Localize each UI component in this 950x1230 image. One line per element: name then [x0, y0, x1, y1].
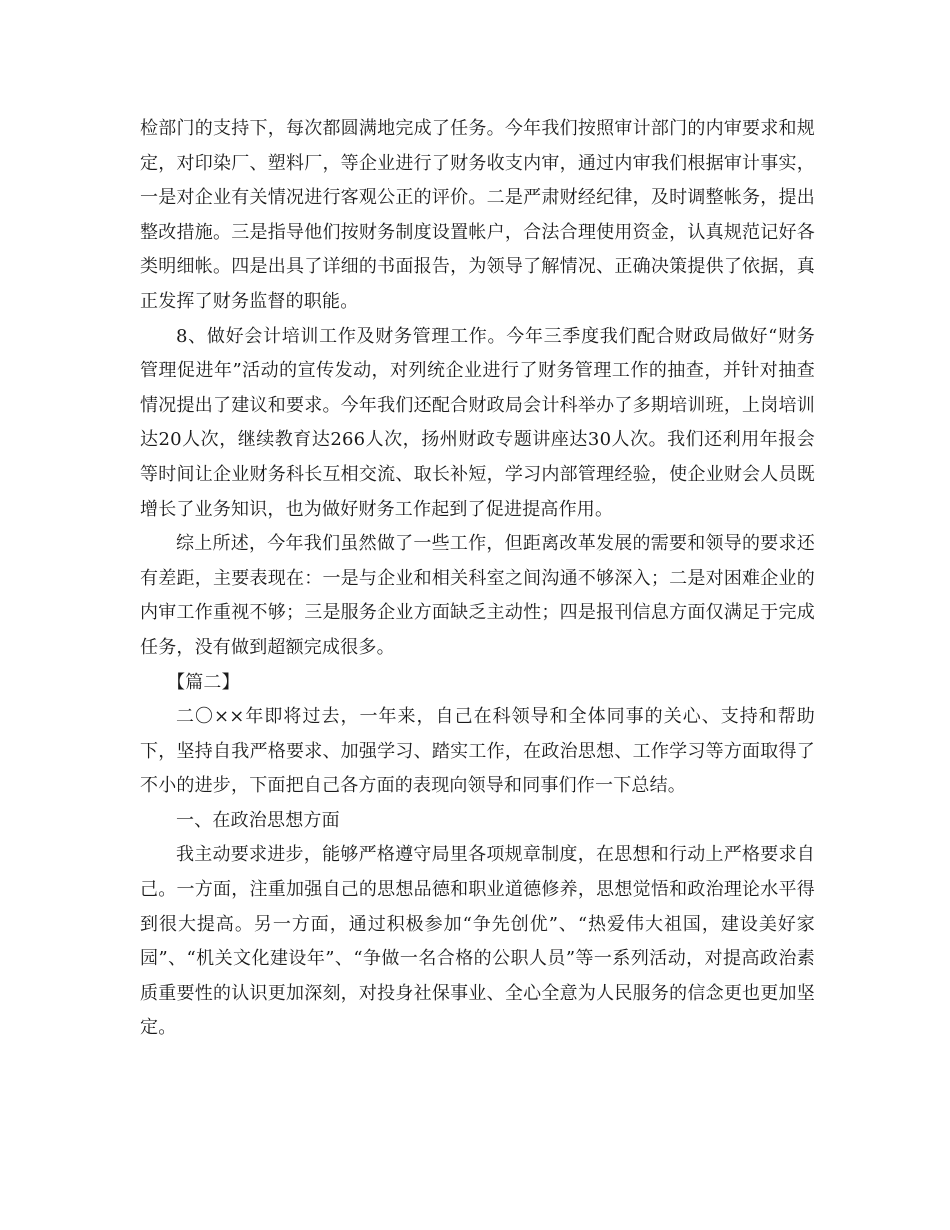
- paragraph-year-intro: 二〇××年即将过去，一年来，自己在科领导和全体同事的关心、支持和帮助下，坚持自我严格要求、加强学习、踏实工作，在政治思想、工作学习等方面取得了不小的进步，下面把自己各方面的表现向领导和同事们作一下总结。: [140, 706, 815, 797]
- document-body: [140, 112, 815, 1046]
- subheading-political-thought: 一、在政治思想方面: [176, 809, 340, 831]
- paragraph-summary: 综上所述，今年我们虽然做了一些工作，但距离改革发展的需要和领导的要求还有差距，主要表现在：一是与企业和相关科室之间沟通不够深入；二是对困难企业的内审工作重视不够；三是服务企业方面缺乏主动性；四是报刊信息方面仅满足于完成任务，没有做到超额完成很多。: [140, 533, 815, 658]
- paragraph-audit-continuation: 检部门的支持下，每次都圆满地完成了任务。今年我们按照审计部门的内审要求和规定，对印染厂、塑料厂，等企业进行了财务收支内审，通过内审我们根据审计事实，一是对企业有关情况进行客观公正的评价。二是严肃财经纪律，及时调整帐务，提出整改措施。三是指导他们按财务制度设置帐户，合法合理使用资金，认真规范记好各类明细帐。四是出具了详细的书面报告，为领导了解情况、正确决策提供了依据，真正发挥了财务监督的职能。: [140, 118, 815, 312]
- paragraph-accounting-training: 8、做好会计培训工作及财务管理工作。今年三季度我们配合财政局做好“财务管理促进年”活动的宣传发动，对列统企业进行了财务管理工作的抽查，并针对抽查情况提出了建议和要求。今年我们还配合财政局会计科举办了多期培训班，上岗培训达20人次，继续教育达266人次，扬州财政专题讲座达30人次。我们还利用年报会等时间让企业财务科长互相交流、取长补短，学习内部管理经验，使企业财会人员既增长了业务知识，也为做好财务工作起到了促进提高作用。: [140, 325, 815, 520]
- section-title: 【篇二】: [167, 671, 240, 693]
- paragraph-political-thought: 我主动要求进步，能够严格遵守局里各项规章制度，在思想和行动上严格要求自己。一方面，注重加强自己的思想品德和职业道德修养，思想觉悟和政治理论水平得到很大提高。另一方面，通过积极参加“争先创优”、“热爱伟大祖国，建设美好家园”、“机关文化建设年”、“争做一名合格的公职人员”等一系列活动，对提高政治素质重要性的认识更加深刻，对投身社保事业、全心全意为人民服务的信念更也更加坚定。: [140, 844, 815, 1039]
